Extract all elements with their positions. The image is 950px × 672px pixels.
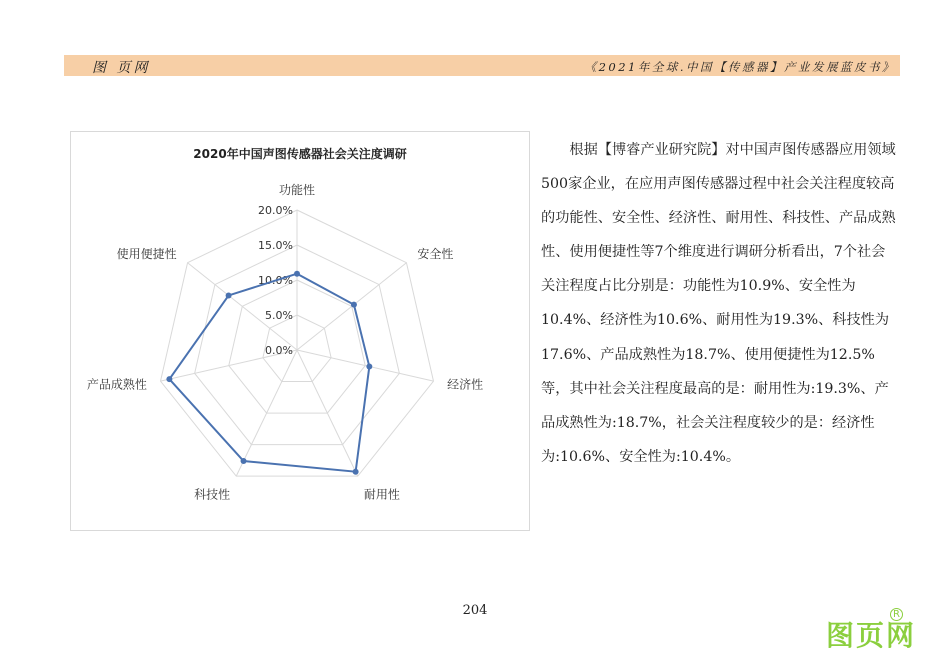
tick-label-2: 10.0% xyxy=(258,274,293,287)
category-label-0: 功能性 xyxy=(278,183,316,197)
body-text xyxy=(541,133,896,474)
data-point-4 xyxy=(241,458,247,464)
page-header xyxy=(64,55,900,76)
registered-mark-icon: R xyxy=(890,608,903,621)
category-label-1: 安全性 xyxy=(417,246,454,261)
category-label-4: 科技性 xyxy=(194,487,231,502)
radar-chart xyxy=(71,132,529,530)
body-paragraph: 根据【博睿产业研究院】对中国声图传感器应用领域500家企业，在应用声图传感器过程中社会关注程度较高的功能性、安全性、经济性、耐用性、科技性、产品成熟性、使用便捷性等7个维度进行调研分析看出，7个社会关注程度占比分别是：功能性为10.9%、安全性为10.4%、经济性为10.6%、耐用性为19.3%、科技性为17.6%、产品成熟性为18.7%、使用便捷性为12.5%等，其中社会关注程度最高的是：耐用性为:19.3%、产品成熟性为:18.7%，社会关注程度较少的是：经济性为:10.6%、安全性为:10.4%。 xyxy=(541,142,896,465)
data-point-3 xyxy=(353,469,359,475)
header-book-title: 《2021年全球.中国【传感器】产业发展蓝皮书》 xyxy=(584,60,896,74)
data-point-6 xyxy=(226,292,232,298)
tick-label-0: 0.0% xyxy=(265,344,293,357)
data-point-5 xyxy=(166,376,172,382)
category-label-3: 耐用性 xyxy=(363,487,400,502)
category-label-2: 经济性 xyxy=(447,377,484,392)
page-number: 204 xyxy=(462,603,488,618)
header-brand: 图 页网 xyxy=(92,60,151,76)
tick-label-3: 15.0% xyxy=(258,239,293,252)
axis-spoke-2 xyxy=(297,350,433,381)
category-label-5: 产品成熟性 xyxy=(86,377,147,392)
tick-label-1: 5.0% xyxy=(265,309,293,322)
watermark-logo: 图页网 xyxy=(826,619,917,652)
category-label-6: 使用便捷性 xyxy=(116,246,177,261)
data-point-0 xyxy=(294,271,300,277)
data-point-2 xyxy=(366,364,372,370)
radar-chart-frame xyxy=(70,131,530,531)
chart-title: 2020年中国声图传感器社会关注度调研 xyxy=(193,147,407,161)
tick-label-4: 20.0% xyxy=(258,204,293,217)
data-point-1 xyxy=(351,302,357,308)
